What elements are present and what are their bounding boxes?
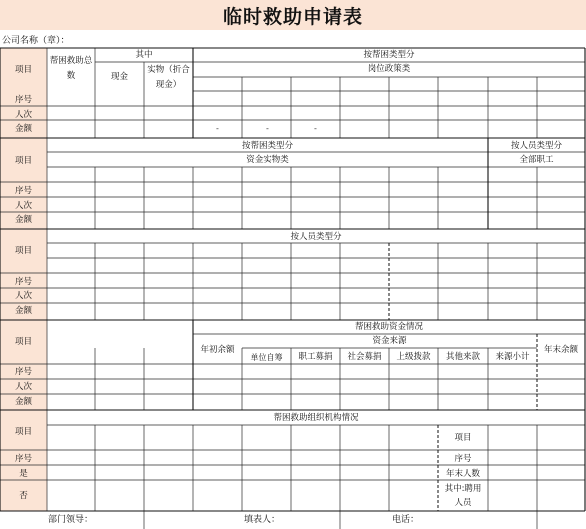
s1-total-label-1: 帮困救助总 [49,56,93,66]
s1-cash-label: 现金 [110,72,128,82]
s5-year-end-count-label: 年末人数 [445,469,480,479]
s4-seq-label: 序号 [14,367,32,377]
s4-fund-status-label: 帮困救助资金情况 [354,322,423,332]
s4-source-social: 社会募捐 [347,352,382,362]
footer-leader-label: 部门领导： [48,515,94,525]
s4-item-label: 项目 [14,337,32,347]
footer-phone-label: 电话： [392,515,420,525]
s1-by-type-label: 按帮困类型分 [363,50,415,60]
company-name-label: 公司名称（章）： [2,36,70,46]
s1-item-label: 项目 [14,65,32,75]
s5-yes-label: 是 [19,469,28,479]
s2-amount-label: 金额 [14,215,32,225]
s4-source-other: 其他来款 [445,352,480,362]
s1-dash-1: - [216,124,219,133]
s1-inkind-label-2: 现金） [155,80,182,90]
s1-dash-2: - [266,124,269,133]
footer-filler-label: 填表人： [244,515,281,525]
s4-source-staff: 职工募捐 [298,352,333,362]
s5-seq-col-label: 序号 [454,454,472,464]
s4-opening-balance-label: 年初余额 [200,345,235,355]
s1-inkind-label-1: 实物（折合 [147,65,190,75]
s4-amount-label: 金额 [14,397,32,407]
s1-count-label: 人次 [14,110,32,120]
s1-dash-3: - [314,124,317,133]
s2-by-type-label: 按帮困类型分 [241,141,293,151]
s4-count-label: 人次 [14,382,32,392]
form-title: 临时救助申请表 [222,6,363,28]
s5-employed-label-1: 其中:聘用 [444,484,482,494]
s3-item-label: 项目 [14,246,32,256]
s5-employed-label-2: 人员 [454,498,472,508]
s4-source-subtotal: 来源小计 [495,352,530,362]
s2-seq-label: 序号 [14,186,32,196]
s2-by-person-label: 按人员类型分 [510,141,562,151]
s2-all-staff-label: 全部职工 [519,155,554,165]
s1-among-label: 其中 [135,50,153,60]
s2-funds-goods-label: 资金实物类 [246,155,289,165]
s1-total-label-2: 数 [66,71,76,81]
s5-no-label: 否 [19,491,28,501]
s4-fund-source-label: 资金来源 [372,336,407,346]
s2-item-label: 项目 [14,156,32,166]
s3-seq-label: 序号 [14,277,32,287]
s5-seq-label: 序号 [14,454,32,464]
s1-amount-label: 金额 [14,124,32,134]
s5-org-status-label: 帮困救助组织机构情况 [273,413,359,423]
s3-by-person-label: 按人员类型分 [290,232,342,242]
grid-lines [0,48,585,529]
s5-item-col-label: 项目 [454,433,472,443]
s4-source-superior: 上级拨款 [396,352,431,362]
s4-closing-balance-label: 年末余额 [543,345,578,355]
s1-seq-label: 序号 [14,95,32,105]
section-borders [0,48,585,511]
s4-source-self: 单位自筹 [250,353,283,362]
s1-post-policy-label: 岗位政策类 [367,64,411,74]
s3-amount-label: 金额 [14,306,32,316]
s2-count-label: 人次 [14,201,32,211]
s3-count-label: 人次 [14,291,32,301]
s5-item-label: 项目 [14,427,32,437]
